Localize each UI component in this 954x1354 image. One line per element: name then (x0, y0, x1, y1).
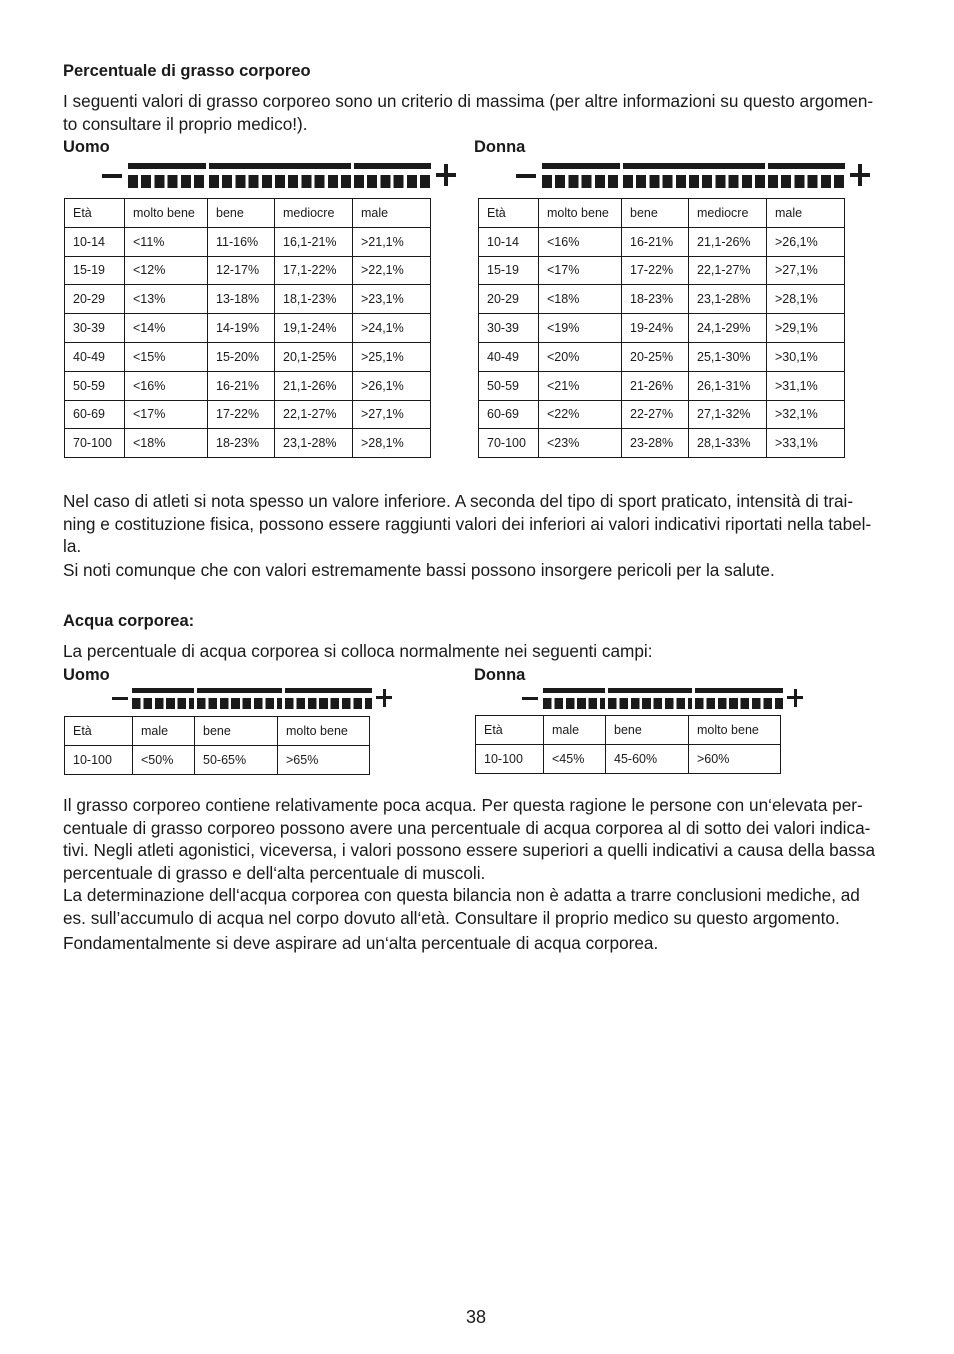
minus-icon (102, 174, 122, 178)
table-header-row (65, 199, 431, 228)
header-cell: bene (195, 717, 278, 746)
table-row: 70-100 <23% 23-28% 28,1-33% >33,1% (479, 429, 845, 458)
plus-icon (436, 164, 456, 186)
table-row: 40-49 <20% 20-25% 25,1-30% >30,1% (479, 342, 845, 371)
header-cell: Età (65, 199, 125, 228)
water-woman-table (475, 715, 781, 774)
water-paragraph-2: La determinazione dell‘acqua corporea con questa bilancia non è adatta a trarre conclusioni mediche, ad es. sull’accumulo di acqua nel corpo dovuto all‘età. Consultare il proprio medico su questo argomento. (63, 885, 860, 928)
table-row: 10-100 <50% 50-65% >65% (65, 745, 370, 774)
table-header-row (476, 716, 781, 745)
page-number: 38 (466, 1307, 487, 1327)
scale-segment (542, 163, 620, 189)
table-row: 30-39 <19% 19-24% 24,1-29% >29,1% (479, 314, 845, 343)
athletes-paragraph: Nel caso di atleti si nota spesso un valore inferiore. A seconda del tipo di sport praticato, intensità di trai- ning e costituzione fisica, possono essere raggiunti valori dei inferiori ai valori indicativi riportati nella tabel- la. (63, 491, 872, 556)
table-row: 50-59 <16% 16-21% 21,1-26% >26,1% (65, 371, 431, 400)
table-row: 20-29 <18% 18-23% 23,1-28% >28,1% (479, 285, 845, 314)
minus-icon (522, 697, 538, 700)
table-header-row (65, 717, 370, 746)
header-cell: bene (622, 199, 689, 228)
water-paragraph-1: Il grasso corporeo contiene relativamente poca acqua. Per questa ragione le persone con un‘elevata per- centuale di grasso corporeo possono avere una percentuale di acqua corporea al di sotto dei valori indica- tivi. Negli atleti agonistici, viceversa, i valori possono essere superiori a quelli indicativi a causa della bassa percentuale di grasso e dell‘alta percentuale di muscoli. (63, 795, 876, 883)
health-warning: Si noti comunque che con valori estremamente bassi possono insorgere pericoli per la salute. (63, 560, 775, 580)
fat-woman-table (478, 198, 845, 458)
header-cell: bene (208, 199, 275, 228)
scale-segment (209, 163, 351, 189)
minus-icon (516, 174, 536, 178)
water-man-table (64, 716, 370, 775)
table-row: 10-100 <45% 45-60% >60% (476, 744, 781, 773)
table-row: 70-100 <18% 18-23% 23,1-28% >28,1% (65, 429, 431, 458)
header-cell: bene (606, 716, 689, 745)
table-row: 15-19 <12% 12-17% 17,1-22% >22,1% (65, 256, 431, 285)
table-row: 60-69 <17% 17-22% 22,1-27% >27,1% (65, 400, 431, 429)
scale-segment (132, 688, 194, 714)
fat-man-scale-bar (102, 163, 456, 189)
water-man-label: Uomo (63, 666, 110, 684)
table-header-row (479, 199, 845, 228)
header-cell: mediocre (689, 199, 767, 228)
water-woman-scale-bar (522, 688, 804, 714)
header-cell: mediocre (275, 199, 353, 228)
header-cell: molto bene (539, 199, 622, 228)
table-row: 40-49 <15% 15-20% 20,1-25% >25,1% (65, 342, 431, 371)
table-row: 30-39 <14% 14-19% 19,1-24% >24,1% (65, 314, 431, 343)
water-man-scale-bar (112, 688, 392, 714)
table-row: 15-19 <17% 17-22% 22,1-27% >27,1% (479, 256, 845, 285)
table-row: 20-29 <13% 13-18% 18,1-23% >23,1% (65, 285, 431, 314)
plus-icon (850, 164, 870, 186)
scale-segment (285, 688, 372, 714)
water-intro: La percentuale di acqua corporea si colloca normalmente nei seguenti campi: (63, 641, 653, 661)
plus-icon (376, 689, 392, 707)
header-cell: molto bene (689, 716, 781, 745)
scale-segment (695, 688, 783, 714)
scale-segment (768, 163, 845, 189)
fat-woman-label: Donna (474, 138, 526, 156)
water-heading: Acqua corporea: (63, 612, 195, 630)
table-row: 10-14 <11% 11-16% 16,1-21% >21,1% (65, 227, 431, 256)
fat-man-label: Uomo (63, 138, 110, 156)
header-cell: male (767, 199, 845, 228)
water-paragraph-3: Fondamentalmente si deve aspirare ad un‘alta percentuale di acqua corporea. (63, 933, 659, 953)
scale-segment (128, 163, 206, 189)
water-woman-label: Donna (474, 666, 526, 684)
scale-segment (543, 688, 605, 714)
header-cell: male (544, 716, 606, 745)
fat-man-table (64, 198, 431, 458)
header-cell: Età (65, 717, 133, 746)
header-cell: Età (479, 199, 539, 228)
table-row: 60-69 <22% 22-27% 27,1-32% >32,1% (479, 400, 845, 429)
header-cell: molto bene (125, 199, 208, 228)
scale-segment (623, 163, 765, 189)
scale-segment (354, 163, 431, 189)
minus-icon (112, 697, 128, 700)
scale-segment (197, 688, 282, 714)
header-cell: male (353, 199, 431, 228)
header-cell: molto bene (278, 717, 370, 746)
table-row: 50-59 <21% 21-26% 26,1-31% >31,1% (479, 371, 845, 400)
plus-icon (787, 689, 803, 707)
header-cell: Età (476, 716, 544, 745)
fat-heading: Percentuale di grasso corporeo (63, 62, 311, 80)
fat-woman-scale-bar (516, 163, 870, 189)
fat-intro: I seguenti valori di grasso corporeo sono un criterio di massima (per altre informazioni su questo argomen- to consultare il proprio medico!). (63, 91, 874, 134)
table-row: 10-14 <16% 16-21% 21,1-26% >26,1% (479, 227, 845, 256)
scale-segment (608, 688, 692, 714)
header-cell: male (133, 717, 195, 746)
